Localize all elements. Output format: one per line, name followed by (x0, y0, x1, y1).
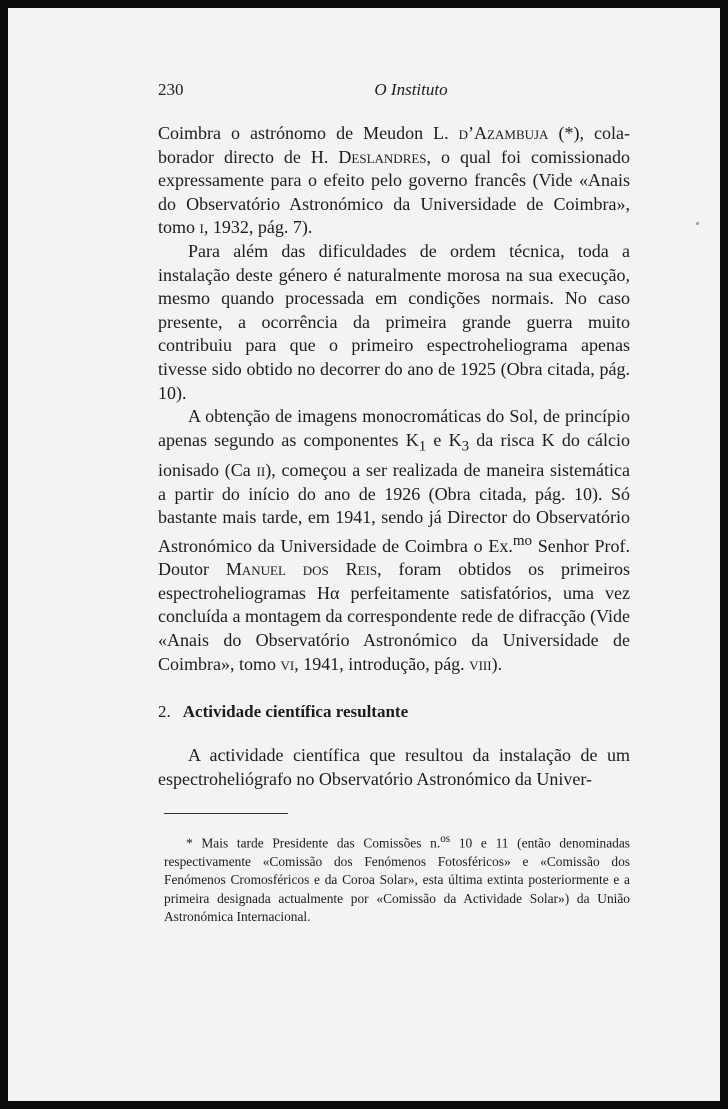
body-text (158, 122, 630, 676)
page-header (158, 80, 624, 104)
book-page (8, 8, 720, 1101)
author-name: d’Azambuja (458, 123, 549, 143)
paragraph-3: A obtenção de imagens monocromáticas do Sol, de princípio apenas segundo as componentes $K_1$ e $K_3$ da risca K do cálcio ionisado (Ca ii), começou a ser realizada de maneira sistemática a partir do início do ano de 1926 (Obra citada, pág. 10). Só bastante mais tarde, em 1941, sendo já Director do Observatório Astronómico da Universidade de Coimbra o Ex.$^{mo}$ Senhor Prof. Doutor Manuel dos Reis, foram obtidos os primeiros espectroheliogramas Hα perfeitamente satisfatórios, uma vez concluída a montagem da correspondente rede de difracção (Vide «Anais do Observatório Astronómico da Universidade de Coimbra», tomo vi, 1941, introdução, pág. viii). (158, 406, 630, 674)
paragraph-2: Para além das dificuldades de ordem técnica, toda a instalação deste género é naturalmente morosa na sua execução, mesmo quando processada em condições normais. No caso presente, a ocorrência da primeira grande guerra muito contribuiu para que o primeiro espectroheliograma apenas tivesse sido obtido no decorrer do ano de 1925 (Obra citada, pág. 10). (158, 240, 630, 403)
section-heading (158, 702, 630, 722)
section-number: 2. (158, 702, 171, 721)
paragraph-1: Coimbra o astrónomo de Meudon L. d’Azambuja (*), colaborador directo de H. Deslandres, o qual foi comissionado expressamente para o efeito pelo governo francês (Vide «Anais do Observatório Astronómico da Universidade de Coimbra», tomo i, 1932, pág. 7). (158, 123, 630, 238)
running-title: O Instituto (374, 80, 448, 99)
author-name: Manuel dos Reis (225, 559, 378, 580)
author-name: Deslandres (338, 146, 427, 167)
page-number: 230 (158, 80, 184, 99)
paragraph-4: A actividade científica que resultou da instalação de um espectroheliógrafo no Observatório Astronómico da Univer- (158, 745, 630, 789)
footnote: * Mais tarde Presidente das Comissões n.$^{os}$ 10 e 11 (então denominadas respectivamente «Comissão dos Fenómenos Fotosféricos» e «Comissão dos Fenómenos Cromosféricos e da Coroa Solar», esta última extinta posteriormente e a primeira designada actualmente por «Comissão da Actividade Solar») da União Astronómica Internacional. (164, 833, 631, 925)
footnote-divider (164, 813, 288, 814)
section-body (158, 743, 630, 791)
section-title: Actividade científica resultante (182, 702, 409, 721)
scan-speck (696, 222, 699, 225)
